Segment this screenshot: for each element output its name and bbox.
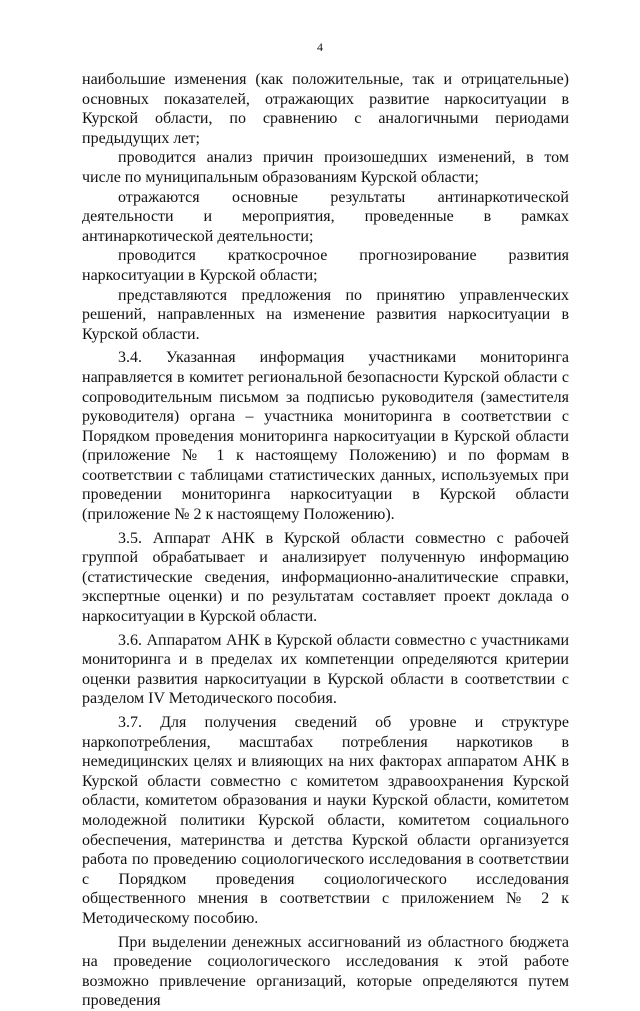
- paragraph-section-3-5: 3.5. Аппарат АНК в Курской области совместно с рабочей группой обрабатывает и анализирует полученную информацию (статистические сведения, информационно-аналитические справки, экспертные оценки) и по результатам составляет проект доклада о наркоситуации в Курской области.: [82, 529, 569, 626]
- paragraph-analysis-causes: проводится анализ причин произошедших изменений, в том числе по муниципальным образованиям Курской области;: [82, 149, 569, 186]
- paragraph-results-activity: отражаются основные результаты антинаркотической деятельности и мероприятия, проведенные в рамках антинаркотической деятельности;: [82, 188, 569, 245]
- paragraph-proposals: представляются предложения по принятию управленческих решений, направленных на изменение развития наркоситуации в Курской области.: [82, 286, 569, 343]
- paragraph-forecasting: проводится краткосрочное прогнозирование развития наркоситуации в Курской области;: [82, 247, 569, 284]
- paragraph-section-3-6: 3.6. Аппаратом АНК в Курской области совместно с участниками мониторинга и в пределах их компетенции определяются критерии оценки развития наркоситуации в Курской области в соответствии с разделом IV Методического пособия.: [82, 631, 569, 708]
- paragraph-changes-indicators: наибольшие изменения (как положительные, так и отрицательные) основных показателей, отражающих развитие наркоситуации в Курской области, по сравнению с аналогичными периодами предыдущих лет;: [82, 71, 569, 147]
- paragraph-section-3-4: 3.4. Указанная информация участниками мониторинга направляется в комитет региональной безопасности Курской области с сопроводительным письмом за подписью руководителя (заместителя руководителя) органа – участника мониторинга в соответствии с Порядком проведения мониторинга наркоситуации в Курской области (приложение № 1 к настоящему Положению) и по формам в соответствии с таблицами статистических данных, используемых при проведении мониторинга наркоситуации в Курской области (приложение № 2 к настоящему Положению).: [82, 349, 569, 524]
- paragraph-funding: При выделении денежных ассигнований из областного бюджета на проведение социологического исследования к этой работе возможно привлечение организаций, которые определяются путем проведения: [82, 933, 569, 1010]
- page-number: 4: [317, 40, 323, 54]
- paragraph-section-3-7: 3.7. Для получения сведений об уровне и структуре наркопотребления, масштабах потребления наркотиков в немедицинских целях и влияющих на них факторах аппаратом АНК в Курской области совместно с комитетом здравоохранения Курской области, комитетом образования и науки Курской области, комитетом молодежной политики Курской области, комитетом социального обеспечения, материнства и детства Курской области организуется работа по проведению социологического исследования в соответствии с Порядком проведения социологического исследования общественного мнения в соответствии с приложением № 2 к Методическому пособию.: [82, 714, 569, 927]
- document-body: [82, 70, 569, 1011]
